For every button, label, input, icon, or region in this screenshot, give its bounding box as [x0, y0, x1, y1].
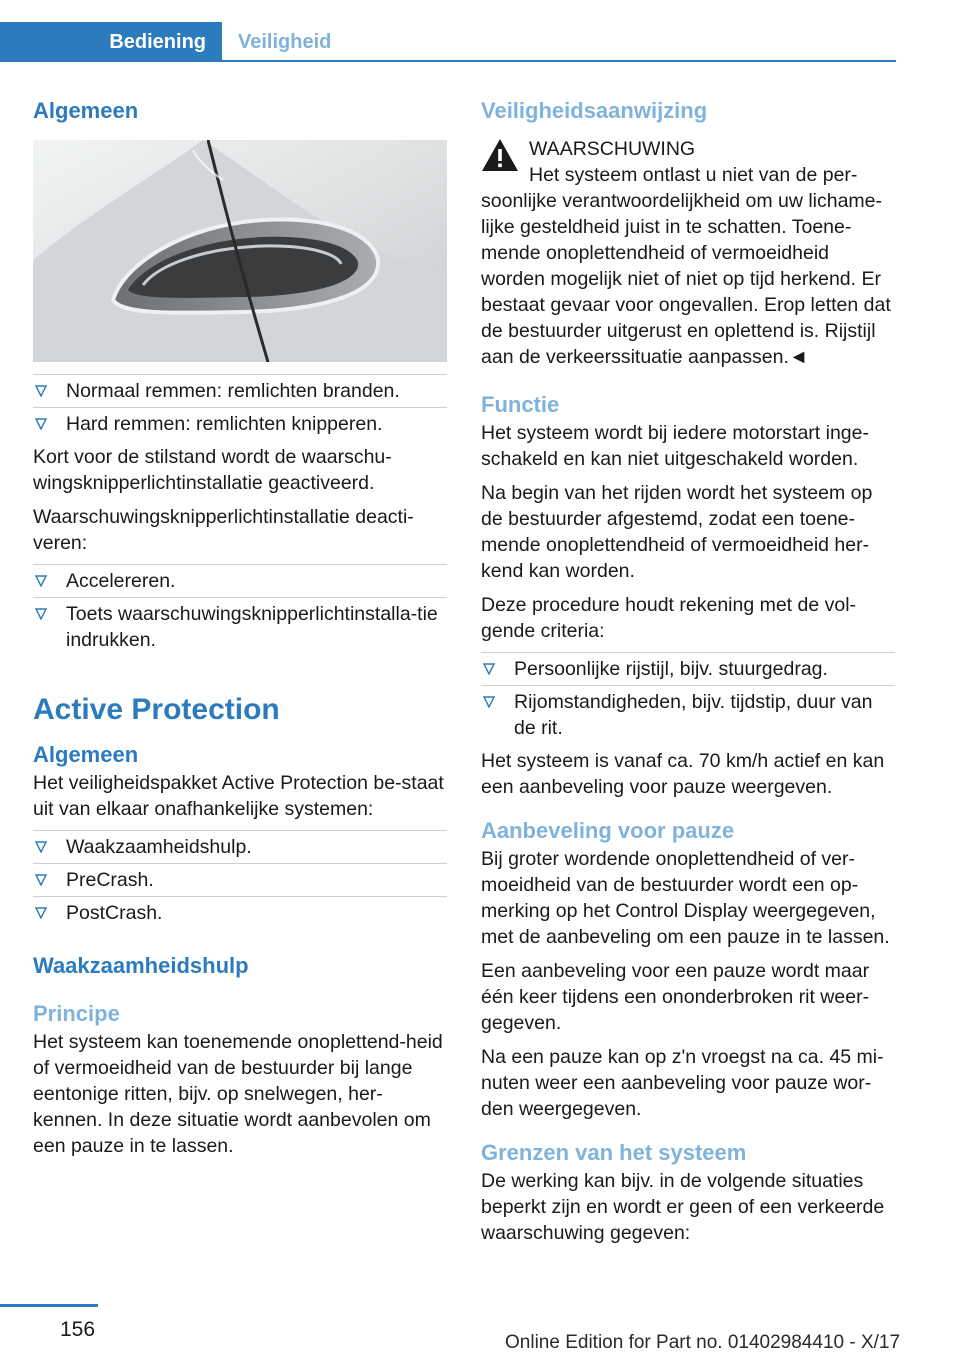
list-item: [33, 564, 447, 597]
paragraph: Het systeem wordt bij iedere motorstart inge-schakeld en kan niet uitgeschakeld worden.: [481, 422, 869, 470]
heading-principe: Principe: [33, 1001, 120, 1026]
heading-algemeen-2: Algemeen: [33, 742, 139, 767]
deactivate-list: [33, 564, 447, 656]
tab-bediening[interactable]: [0, 22, 222, 62]
footer-rule: [0, 1304, 98, 1307]
paragraph: Het veiligheidspakket Active Protection be-staat uit van elkaar onafhankelijke systemen:: [33, 772, 444, 820]
left-column: [33, 96, 447, 1159]
list-item-text: PreCrash.: [66, 869, 154, 891]
triangle-bullet-icon: [35, 907, 47, 919]
list-item-text: Normaal remmen: remlichten branden.: [66, 380, 400, 402]
right-column: [481, 96, 895, 1246]
triangle-bullet-icon: [483, 663, 495, 675]
header-tabs: [0, 22, 896, 62]
heading-grenzen: Grenzen van het systeem: [481, 1140, 747, 1165]
list-item-text: Toets waarschuwingsknipperlichtinstalla-tie indrukken.: [66, 603, 438, 651]
paragraph: Het systeem is vanaf ca. 70 km/h actief en kan een aanbeveling voor pauze weergeven.: [481, 750, 885, 798]
list-item-text: Waakzaamheidshulp.: [66, 836, 252, 858]
paragraph: Kort voor de stilstand wordt de waarschu-wingsknipperlichtinstallatie geactiveerd.: [33, 446, 392, 494]
list-item: [481, 685, 895, 744]
triangle-bullet-icon: [35, 385, 47, 397]
tab-bediening-label: Bediening: [109, 30, 206, 53]
paragraph: Waarschuwingsknipperlichtinstallatie deacti-veren:: [33, 506, 414, 554]
heading-aanbeveling: Aanbeveling voor pauze: [481, 818, 735, 843]
paragraph: Het systeem kan toenemende onoplettend-heid of vermoeidheid van de bestuurder bij lange eentonige ritten, bijv. op snelwegen, her-kennen. In deze situatie wordt aanbevolen om een pauze in te lassen.: [33, 1031, 443, 1157]
triangle-bullet-icon: [35, 418, 47, 430]
paragraph: Bij groter wordende onoplettendheid of ver-moeidheid van de bestuurder wordt een op-merking op het Control Display weergegeven, met de aanbeveling om een pauze in te lassen.: [481, 848, 890, 948]
warning-block: [481, 136, 895, 370]
list-item-text: Hard remmen: remlichten knipperen.: [66, 413, 383, 435]
list-item: [481, 652, 895, 685]
triangle-bullet-icon: [35, 608, 47, 620]
list-item: [33, 407, 447, 440]
list-item: [33, 374, 447, 407]
triangle-bullet-icon: [35, 874, 47, 886]
taillight-photo: [33, 140, 447, 362]
warning-label: WAARSCHUWING: [529, 138, 696, 160]
warning-text: soonlijke verantwoordelijkheid om uw lichame-lijke gesteldheid juist in te schatten. Toene-mende onoplettendheid of vermoeidheid worden mogelijk niet of niet op tijd herkend. Er bestaat gevaar voor ongevallen. Erop letten dat de bestuurder uitgerust en oplettend is. Rijstijl aan de verkeerssituatie aanpassen.◄: [481, 190, 891, 368]
edition-note: Online Edition for Part no. 01402984410 - X/17: [505, 1332, 901, 1353]
list-item: [33, 830, 447, 863]
systems-list: [33, 830, 447, 929]
braking-list: [33, 374, 447, 440]
paragraph: Na een pauze kan op z'n vroegst na ca. 45 mi-nuten weer een aanbeveling voor pauze wor-den weergegeven.: [481, 1046, 884, 1120]
list-item-text: Accelereren.: [66, 570, 176, 592]
triangle-bullet-icon: [35, 575, 47, 587]
triangle-bullet-icon: [483, 696, 495, 708]
paragraph: De werking kan bijv. in de volgende situaties beperkt zijn en wordt er geen of een verkeerde waarschuwing gegeven:: [481, 1170, 885, 1244]
list-item-text: PostCrash.: [66, 902, 163, 924]
paragraph: Na begin van het rijden wordt het systeem op de bestuurder afgestemd, zodat een toene-mende onoplettendheid of vermoeidheid her-kend kan worden.: [481, 482, 873, 582]
list-item: [33, 863, 447, 896]
tab-veiligheid-label: Veiligheid: [238, 30, 332, 53]
heading-algemeen: Algemeen: [33, 98, 139, 123]
heading-functie: Functie: [481, 392, 560, 417]
paragraph: Een aanbeveling voor een pauze wordt maar één keer tijdens een ononderbroken rit weer-gegeven.: [481, 960, 870, 1034]
paragraph: Deze procedure houdt rekening met de vol-gende criteria:: [481, 594, 857, 642]
header-rule: [222, 60, 896, 62]
criteria-list: [481, 652, 895, 744]
warning-icon: [481, 138, 519, 172]
heading-waakzaamheidshulp: Waakzaamheidshulp: [33, 953, 249, 978]
list-item: [33, 597, 447, 656]
list-item-text: Rijomstandigheden, bijv. tijdstip, duur van de rit.: [514, 691, 873, 739]
page-number: 156: [60, 1318, 96, 1341]
tab-veiligheid[interactable]: [222, 22, 331, 62]
triangle-bullet-icon: [35, 841, 47, 853]
heading-active-protection: Active Protection: [33, 693, 280, 726]
heading-veiligheidsaanwijzing: Veiligheidsaanwijzing: [481, 98, 708, 123]
list-item-text: Persoonlijke rijstijl, bijv. stuurgedrag.: [514, 658, 828, 680]
warning-text-first: Het systeem ontlast u niet van de per-: [529, 164, 858, 186]
list-item: [33, 896, 447, 929]
